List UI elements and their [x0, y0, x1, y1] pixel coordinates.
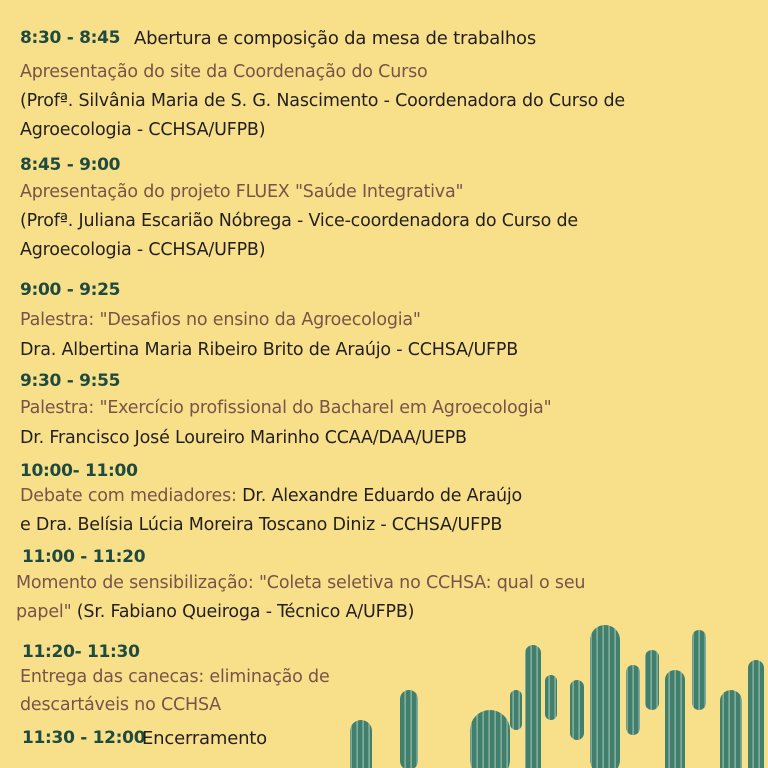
cactus-icon — [510, 690, 522, 730]
item-speaker: (Profª. Juliana Escarião Nóbrega - Vice-coordenadora do Curso de — [20, 211, 578, 231]
item-title: Apresentação do projeto FLUEX "Saúde Integrativa" — [20, 182, 464, 202]
item-speaker: e Dra. Belísia Lúcia Moreira Toscano Diniz - CCHSA/UFPB — [20, 515, 503, 535]
cactus-icon — [720, 690, 742, 768]
item-debate — [20, 486, 522, 506]
speaker: (Sr. Fabiano Queiroga - Técnico A/UFPB) — [76, 602, 415, 622]
item-speaker-cont: Agroecologia - CCHSA/UFPB) — [20, 120, 266, 140]
cactus-icon — [665, 670, 685, 768]
cactus-icon — [350, 720, 372, 768]
time-slot-830: 8:30 - 8:45 — [20, 28, 121, 48]
item-title: Momento de sensibilização: "Coleta seletiva no CCHSA: qual o seu — [16, 573, 586, 593]
item-title: Apresentação do site da Coordenação do Curso — [20, 62, 428, 82]
item-speaker-cont: Agroecologia - CCHSA/UFPB) — [20, 240, 266, 260]
item-title: Palestra: "Exercício profissional do Bacharel em Agroecologia" — [20, 398, 552, 418]
time-slot-1000: 10:00- 11:00 — [20, 461, 138, 481]
cactus-icon — [525, 645, 541, 768]
item-closing: Encerramento — [142, 728, 267, 749]
cactus-icon — [545, 675, 557, 720]
item-opening: Abertura e composição da mesa de trabalhos — [134, 28, 537, 49]
time-slot-1130: 11:30 - 12:00 — [22, 728, 146, 748]
cactus-icon — [692, 630, 706, 710]
time-slot-900: 9:00 - 9:25 — [20, 280, 121, 300]
cactus-icon — [570, 680, 584, 740]
cactus-icon — [400, 690, 418, 768]
time-slot-1120: 11:20- 11:30 — [22, 642, 140, 662]
debate-names: Dr. Alexandre Eduardo de Araújo — [242, 486, 523, 506]
cactus-icon — [626, 665, 640, 735]
cactus-icon — [645, 650, 659, 710]
item-speaker: Dr. Francisco José Loureiro Marinho CCAA/DAA/UEPB — [20, 428, 467, 448]
time-slot-845: 8:45 - 9:00 — [20, 155, 121, 175]
title-tail: papel" — [16, 602, 72, 622]
cactus-icon — [748, 660, 764, 768]
item-speaker: (Profª. Silvânia Maria de S. G. Nascimento - Coordenadora do Curso de — [20, 91, 625, 111]
item-title-cont: descartáveis no CCHSA — [20, 695, 221, 715]
debate-label: Debate com mediadores: — [20, 486, 237, 506]
cactus-icon — [590, 625, 620, 768]
cactus-illustration — [330, 590, 768, 768]
item-title: Entrega das canecas: eliminação de — [20, 667, 330, 687]
time-slot-930: 9:30 - 9:55 — [20, 371, 121, 391]
item-speaker: Dra. Albertina Maria Ribeiro Brito de Araújo - CCHSA/UFPB — [20, 340, 519, 360]
time-slot-1100: 11:00 - 11:20 — [22, 547, 146, 567]
cactus-icon — [470, 710, 510, 768]
item-title: Palestra: "Desafios no ensino da Agroecologia" — [20, 310, 421, 330]
